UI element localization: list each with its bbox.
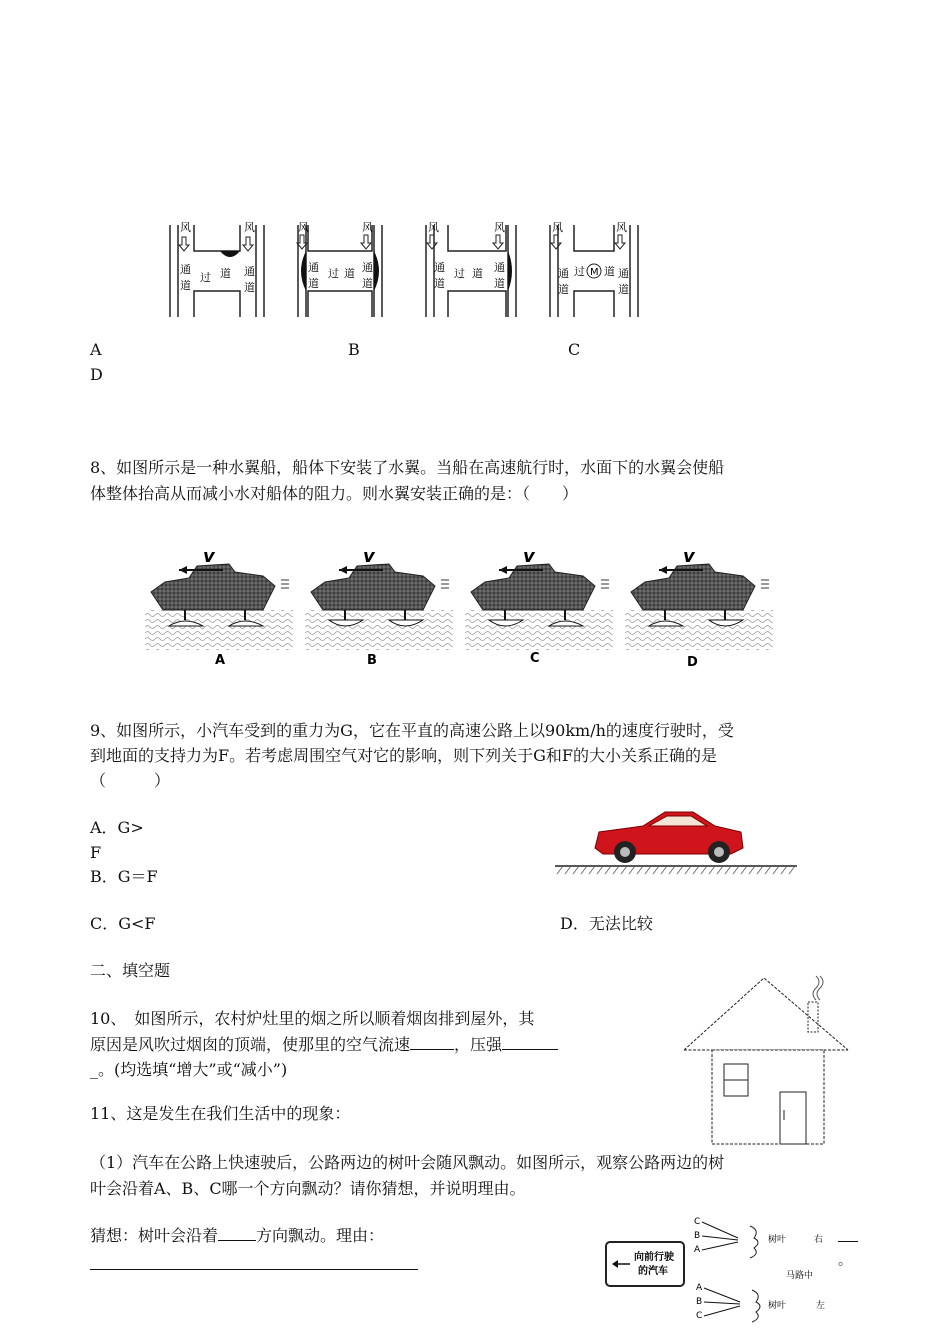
svg-text:B: B [694, 1231, 701, 1241]
q9-option-a-cont: F [90, 843, 102, 862]
svg-text:风: 风 [616, 221, 627, 234]
velocity-label: v [203, 546, 215, 567]
boat-d [625, 546, 773, 670]
boat-c [465, 546, 613, 666]
svg-text:道: 道 [472, 267, 483, 280]
left-side-label: 左 [816, 1301, 826, 1311]
svg-text:过: 过 [574, 265, 585, 278]
boat-label-d: D [687, 655, 698, 670]
svg-text:风: 风 [494, 221, 505, 234]
svg-text:过: 过 [454, 267, 465, 280]
q11-intro: 11、这是发生在我们生活中的现象： [90, 1104, 351, 1123]
house-figure [680, 970, 852, 1148]
svg-text:v: v [683, 546, 695, 567]
svg-text:通: 通 [244, 265, 255, 278]
q7-option-b[interactable]: B [348, 340, 360, 359]
svg-text:道: 道 [494, 277, 505, 290]
q9-option-a[interactable]: A．G> [90, 818, 144, 837]
q7-panel-d [550, 221, 638, 317]
leaf-label-left: 树叶 [768, 1301, 787, 1311]
q9-option-b[interactable]: B．G＝F [90, 867, 158, 886]
svg-text:风: 风 [244, 221, 255, 234]
q7-option-a[interactable]: A [90, 340, 102, 359]
right-side-label: 右 [814, 1235, 824, 1245]
q10-question-line2: 原因是风吹过烟囱的顶端，使那里的空气流速 ，压强 [90, 1032, 558, 1058]
q9-option-c[interactable]: C．G<F [90, 914, 156, 933]
svg-text:道: 道 [362, 277, 373, 290]
q11-blank-reason-end[interactable] [838, 1240, 858, 1242]
q9-option-d[interactable]: D．无法比较 [560, 914, 653, 933]
svg-text:风: 风 [298, 221, 309, 234]
car-figure [553, 808, 801, 878]
svg-text:通: 通 [494, 261, 505, 274]
car-label-1: 向前行驶 [634, 1252, 674, 1263]
svg-text:道: 道 [618, 283, 629, 296]
q7-option-d[interactable]: D [90, 365, 103, 384]
q11-sub1-line2: 叶会沿着A、B、C哪一个方向飘动？请你猜想，并说明理由。 [90, 1179, 526, 1198]
motor-label: M [590, 267, 599, 278]
q9-question-line2: 到地面的支持力为F。若考虑周围空气对它的影响，则下列关于G和F的大小关系正确的是 [90, 746, 717, 765]
svg-text:通: 通 [618, 267, 629, 280]
svg-text:风: 风 [428, 221, 439, 234]
boat-label-b: B [367, 653, 377, 668]
svg-text:通: 通 [308, 261, 319, 274]
svg-text:过: 过 [328, 267, 339, 280]
boat-label-a: A [215, 653, 226, 668]
car-label-2: 的汽车 [638, 1266, 668, 1277]
svg-text:风: 风 [362, 221, 373, 234]
q7-figure [160, 215, 650, 325]
svg-text:道: 道 [308, 277, 319, 290]
svg-text:道: 道 [244, 281, 255, 294]
svg-text:道: 道 [220, 267, 231, 280]
q8-hydrofoil-figure [140, 540, 800, 670]
q10-question-line1: 10、 如图所示，农村炉灶里的烟之所以顺着烟囱排到屋外，其 [90, 1009, 535, 1028]
q10-question-line3: _。(均选填“增大”或“减小”) [90, 1060, 288, 1079]
svg-text:通: 通 [362, 261, 373, 274]
q11-blank-direction[interactable] [218, 1224, 256, 1241]
svg-text:通: 通 [180, 263, 191, 276]
q11-end-mark: 。 [838, 1253, 852, 1269]
q7-panel-b [297, 221, 382, 317]
svg-text:C: C [694, 1217, 701, 1227]
q11-blank-reason[interactable] [90, 1268, 418, 1270]
boat-a [145, 546, 293, 668]
q8-question-line1: 8、如图所示是一种水翼船，船体下安装了水翼。当船在高速航行时，水面下的水翼会使船 [90, 458, 725, 477]
q10-blank-speed[interactable] [410, 1033, 454, 1050]
q8-question-line2: 体整体抬高从而减小水对船体的阻力。则水翼安装正确的是：（ ） [90, 484, 579, 503]
svg-text:道: 道 [558, 283, 569, 296]
svg-text:v: v [363, 546, 375, 567]
svg-text:v: v [523, 546, 535, 567]
q10-blank-pressure[interactable] [502, 1033, 558, 1050]
q7-option-c[interactable]: C [568, 340, 581, 359]
q7-panel-a [170, 221, 264, 317]
wind-label: 风 [180, 221, 191, 234]
svg-text:通: 通 [558, 267, 569, 280]
svg-text:道: 道 [434, 277, 445, 290]
svg-text:过: 过 [200, 271, 211, 284]
q9-question-line1: 9、如图所示，小汽车受到的重力为G，它在平直的高速公路上以90km/h的速度行驶时，受 [90, 721, 734, 740]
boat-label-c: C [530, 651, 540, 666]
svg-text:通: 通 [434, 261, 445, 274]
road-center-label: 马路中 [786, 1271, 814, 1281]
q7-panel-c [426, 221, 516, 317]
q11-sub1-line1: （1）汽车在公路上快速驶后，公路两边的树叶会随风飘动。如图所示，观察公路两边的树 [90, 1153, 725, 1172]
road-leaf-figure [602, 1210, 834, 1340]
svg-text:道: 道 [344, 267, 355, 280]
svg-text:道: 道 [180, 279, 191, 292]
q11-guess: 猜想：树叶会沿着 方向飘动。理由： [90, 1226, 385, 1245]
svg-text:C: C [696, 1311, 703, 1321]
section-title-fill-in: 二、填空题 [90, 961, 171, 980]
svg-text:A: A [694, 1245, 701, 1255]
boat-b [305, 546, 453, 668]
svg-text:风: 风 [552, 221, 563, 234]
leaf-label-right: 树叶 [768, 1235, 787, 1245]
svg-text:B: B [696, 1297, 703, 1307]
svg-text:A: A [696, 1283, 703, 1293]
q9-question-line3: （ ） [90, 771, 171, 790]
svg-text:道: 道 [604, 265, 615, 278]
